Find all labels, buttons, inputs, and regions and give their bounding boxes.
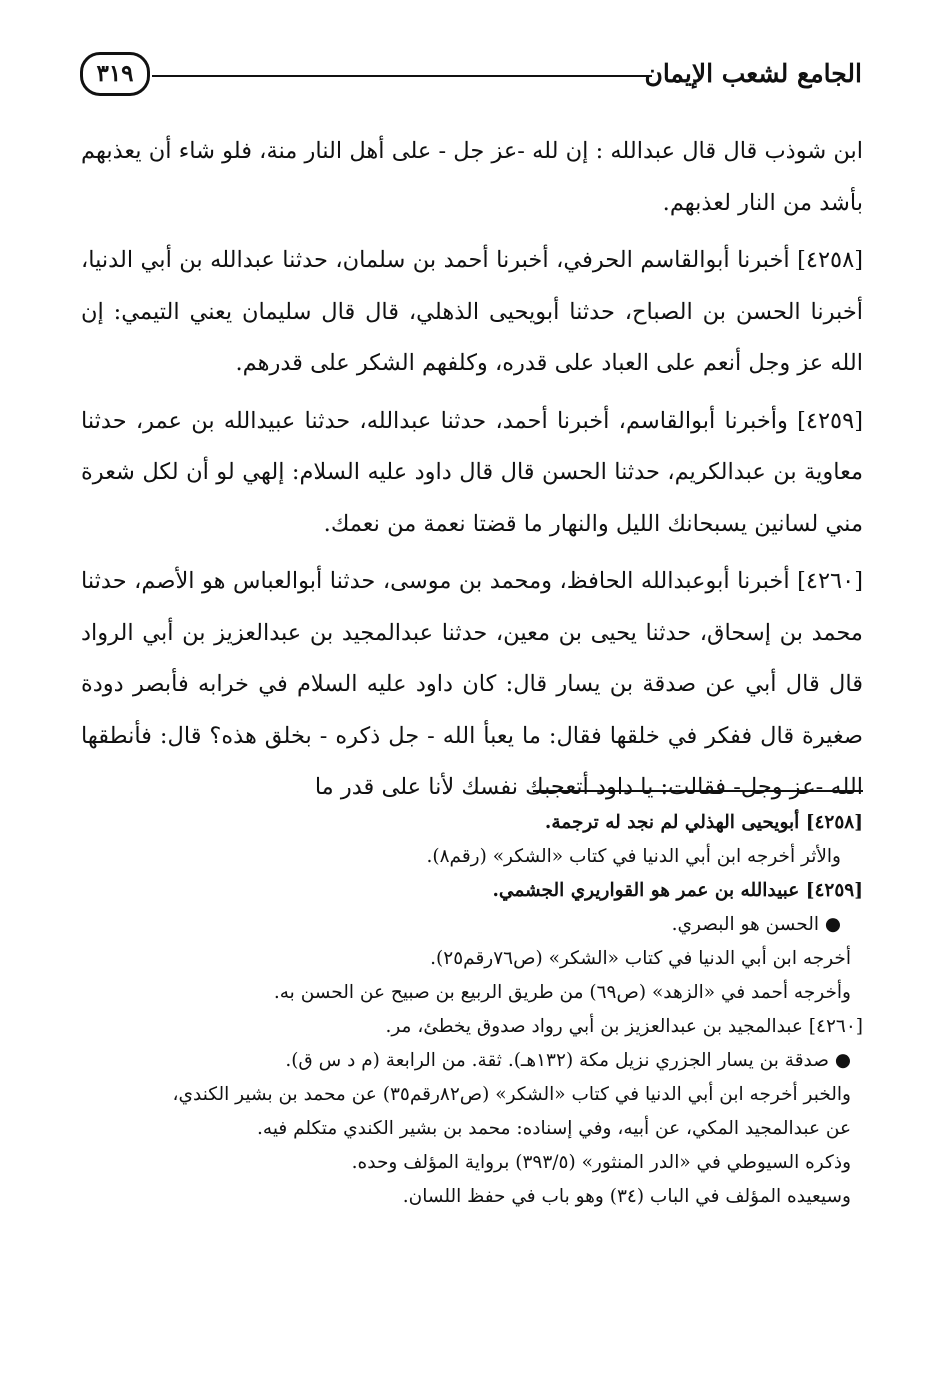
header-rule (152, 75, 652, 77)
footnote-line: وسيعيده المؤلف في الباب (٣٤) وهو باب في حفظ اللسان. (402, 1186, 851, 1207)
page-header (80, 52, 862, 100)
footnote-line: وذكره السيوطي في «الدر المنثور» (٣٩٣/٥) برواية المؤلف وحده. (351, 1152, 851, 1173)
paragraph: ابن شوذب قال قال عبدالله : إن لله -عز جل - على أهل النار منة، فلو شاء أن يعذبهم بأشد من النار لعذبهم. (81, 138, 863, 216)
footnotes (81, 806, 863, 1214)
footnote-line: [٤٢٦٠] عبدالمجيد بن عبدالعزيز بن أبي رواد صدوق يخطئ، مر. (385, 1016, 863, 1037)
paragraph: [٤٢٥٩] وأخبرنا أبوالقاسم، أخبرنا أحمد، حدثنا عبدالله، حدثنا عبيدالله بن عمر، حدثنا معاوية بن عبدالكريم، حدثنا الحسن قال قال داود عليه السلام: إلهي لو أن لكل شعرة مني لسانين يسبحانك الليل والنهار ما قضتا نعمة من نعمك. (81, 407, 863, 537)
footnote-line: أخرجه ابن أبي الدنيا في كتاب «الشكر» (ص٧٦رقم٢٥). (430, 948, 851, 969)
main-text (81, 126, 863, 820)
footnote-line: ● صدقة بن يسار الجزري نزيل مكة (١٣٢هـ). ثقة. من الرابعة (م د س ق). (285, 1050, 851, 1071)
footnote-line: وأخرجه أحمد في «الزهد» (ص٦٩) من طريق الربيع بن صبيح عن الحسن به. (273, 982, 851, 1003)
footnote-line: والخبر أخرجه ابن أبي الدنيا في كتاب «الشكر» (ص٨٢رقم٣٥) عن محمد بن بشير الكندي، (172, 1084, 851, 1105)
page-number: ٣١٩ (80, 52, 150, 96)
footnote-separator (533, 790, 863, 792)
footnote-line: [٤٢٥٨] أبويحيى الهذلي لم نجد له ترجمة. (544, 812, 863, 833)
paragraph: [٤٢٥٨] أخبرنا أبوالقاسم الحرفي، أخبرنا أحمد بن سلمان، حدثنا عبدالله بن أبي الدنيا، أخبرنا الحسن بن الصباح، حدثنا أبويحيى الذهلي، قال قال سليمان يعني التيمي: إن الله عز وجل أنعم على العباد على قدره، وكلفهم الشكر على قدرهم. (81, 247, 863, 376)
footnote-line: [٤٢٥٩] عبيدالله بن عمر هو القواريري الجشمي. (492, 880, 863, 901)
paragraph: [٤٢٦٠] أخبرنا أبوعبدالله الحافظ، ومحمد بن موسى، حدثنا أبوالعباس هو الأصم، حدثنا محمد بن إسحاق، حدثنا يحيى بن معين، حدثنا عبدالمجيد بن عبدالعزيز بن أبي الرواد قال قال أبي عن صدقة بن يسار قال: كان داود عليه السلام في خرابه فأبصر دودة صغيرة قال ففكر في خلقها فقال: ما يعبأ الله - جل ذكره - بخلق هذه؟ قال: فأنطقها الله -عز وجل- فقالت: يا داود أتعجبك نفسك لأنا على قدر ما (81, 568, 863, 800)
running-title: الجامع لشعب الإيمان (644, 59, 862, 88)
footnote-line: عن عبدالمجيد المكي، عن أبيه، وفي إسناده: محمد بن بشير الكندي متكلم فيه. (257, 1118, 851, 1139)
footnote-line: ● الحسن هو البصري. (671, 914, 841, 935)
footnote-line: والأثر أخرجه ابن أبي الدنيا في كتاب «الشكر» (رقم٨). (426, 846, 841, 867)
